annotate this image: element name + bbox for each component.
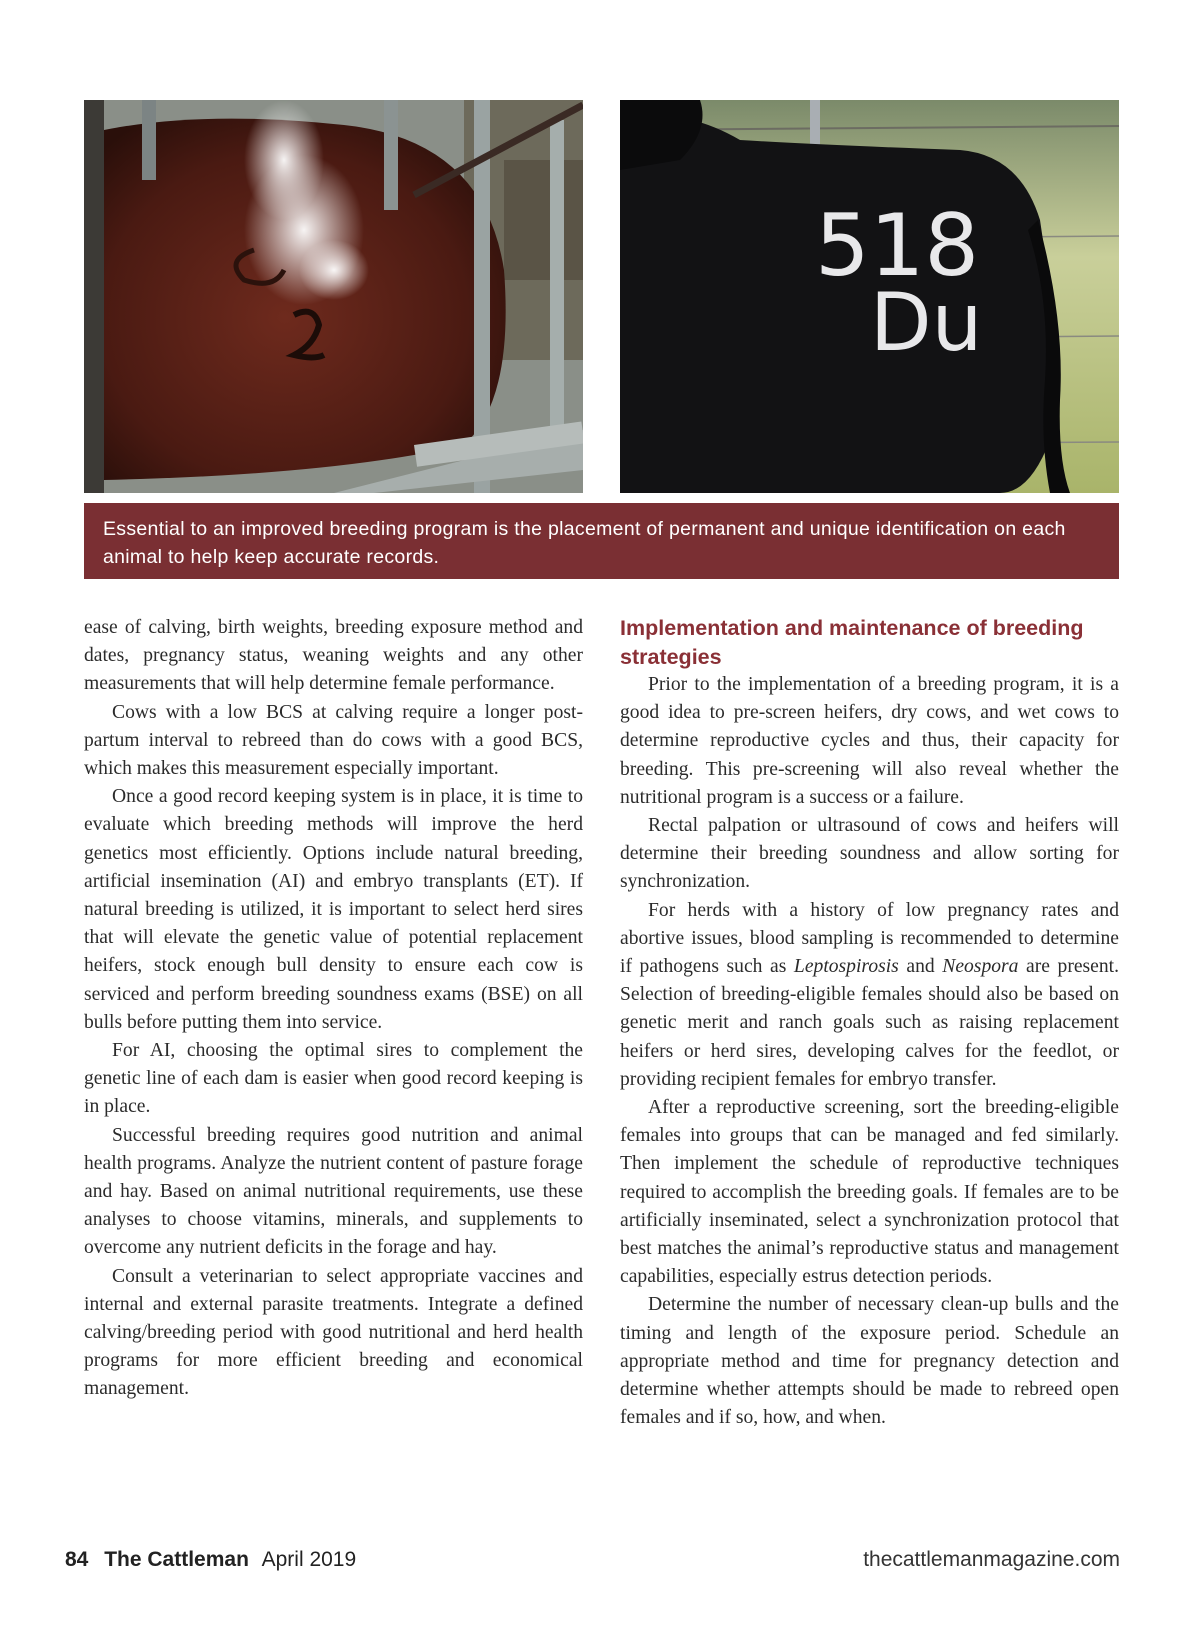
right-column bbox=[620, 614, 1119, 1432]
text-run: For herds with a history of low pregnancy rates and abortive issues, blood sampling is recommended to determine if pathogens such as bbox=[620, 899, 1119, 978]
text-run: are present. Selection of breeding-eligible females should also be based on genetic merit and ranch goals such as raising replacement heifers or herd sires, developing calves for the feedlot, or providing recipient females for embryo transfer. bbox=[620, 956, 1119, 1090]
paragraph: ease of calving, birth weights, breeding exposure method and dates, pregnancy status, weaning weights and any other measurements that will help determine female performance. bbox=[84, 617, 583, 695]
left-column bbox=[84, 614, 583, 1404]
pathogen-name: Neospora bbox=[942, 956, 1019, 978]
freeze-branding-photo bbox=[84, 100, 583, 493]
section-heading: Implementation and maintenance of breeding strategies bbox=[620, 616, 1084, 669]
paragraph: Consult a veterinarian to select appropriate vaccines and internal and external parasite treatments. Integrate a defined calving/breeding period with good nutritional and herd health programs for more efficient breeding and economical management. bbox=[84, 1265, 583, 1400]
brand-number-518: 518 bbox=[815, 196, 980, 296]
freeze-branding-photo-icon bbox=[84, 100, 583, 493]
paragraph: Cows with a low BCS at calving require a longer post-partum interval to rebreed than do cows with a good BCS, which makes this measurement especially important. bbox=[84, 701, 583, 780]
paragraph: Rectal palpation or ultrasound of cows and heifers will determine their breeding soundness and allow sorting for synchronization. bbox=[620, 815, 1119, 893]
paragraph: For AI, choosing the optimal sires to complement the genetic line of each dam is easier when good record keeping is in place. bbox=[84, 1040, 583, 1118]
paragraph bbox=[620, 897, 1119, 1094]
branded-cow-photo bbox=[620, 100, 1119, 493]
page-footer bbox=[65, 1548, 1120, 1578]
branded-black-cow-photo-icon bbox=[620, 100, 1119, 493]
paragraph: Prior to the implementation of a breeding program, it is a good idea to pre-screen heifers, dry cows, and wet cows to determine reproductive cycles and thus, their capacity for breeding. This pre-screening will also reveal whether the nutritional program is a success or a failure. bbox=[620, 674, 1119, 808]
paragraph: Successful breeding requires good nutrition and animal health programs. Analyze the nutrient content of pasture forage and hay. Based on animal nutritional requirements, use these analyses to choose vitamins, minerals, and supplements to overcome any nutrient deficits in the forage and hay. bbox=[84, 1124, 583, 1259]
pathogen-name: Leptospirosis bbox=[793, 956, 899, 978]
brand-letters-du: Du bbox=[870, 276, 983, 369]
paragraph: Determine the number of necessary clean-up bulls and the timing and length of the exposure period. Schedule an appropriate method and time for pregnancy detection and determine whether attempts should be made to rebreed open females and if so, how, and when. bbox=[620, 1294, 1119, 1429]
page-number: 84 bbox=[65, 1548, 89, 1571]
photo-caption: Essential to an improved breeding program is the placement of permanent and unique identification on each animal to help keep accurate records. bbox=[84, 503, 1119, 579]
paragraph: After a reproductive screening, sort the breeding-eligible females into groups that can be managed and fed similarly. Then implement the schedule of reproductive techniques required to accomplish the breeding goals. If females are to be artificially inseminated, select a synchronization protocol that best matches the animal’s reproductive status and management capabilities, especially estrus detection periods. bbox=[620, 1097, 1119, 1288]
paragraph: Once a good record keeping system is in place, it is time to evaluate which breeding methods will improve the herd genetics most efficiently. Options include natural breeding, artificial insemination (AI) and embryo transplants (ET). If natural breeding is utilized, it is important to select herd sires that will elevate the genetic value of potential replacement heifers, stock enough bull density to ensure each cow is serviced and perform breeding soundness exams (BSE) on all bulls before putting them into service. bbox=[84, 786, 583, 1033]
magazine-name: The Cattleman bbox=[104, 1548, 249, 1571]
issue-date: April 2019 bbox=[261, 1548, 357, 1571]
footer-folio bbox=[65, 1548, 356, 1572]
text-run: and bbox=[898, 956, 943, 978]
website-link[interactable]: thecattlemanmagazine.com bbox=[863, 1548, 1120, 1571]
